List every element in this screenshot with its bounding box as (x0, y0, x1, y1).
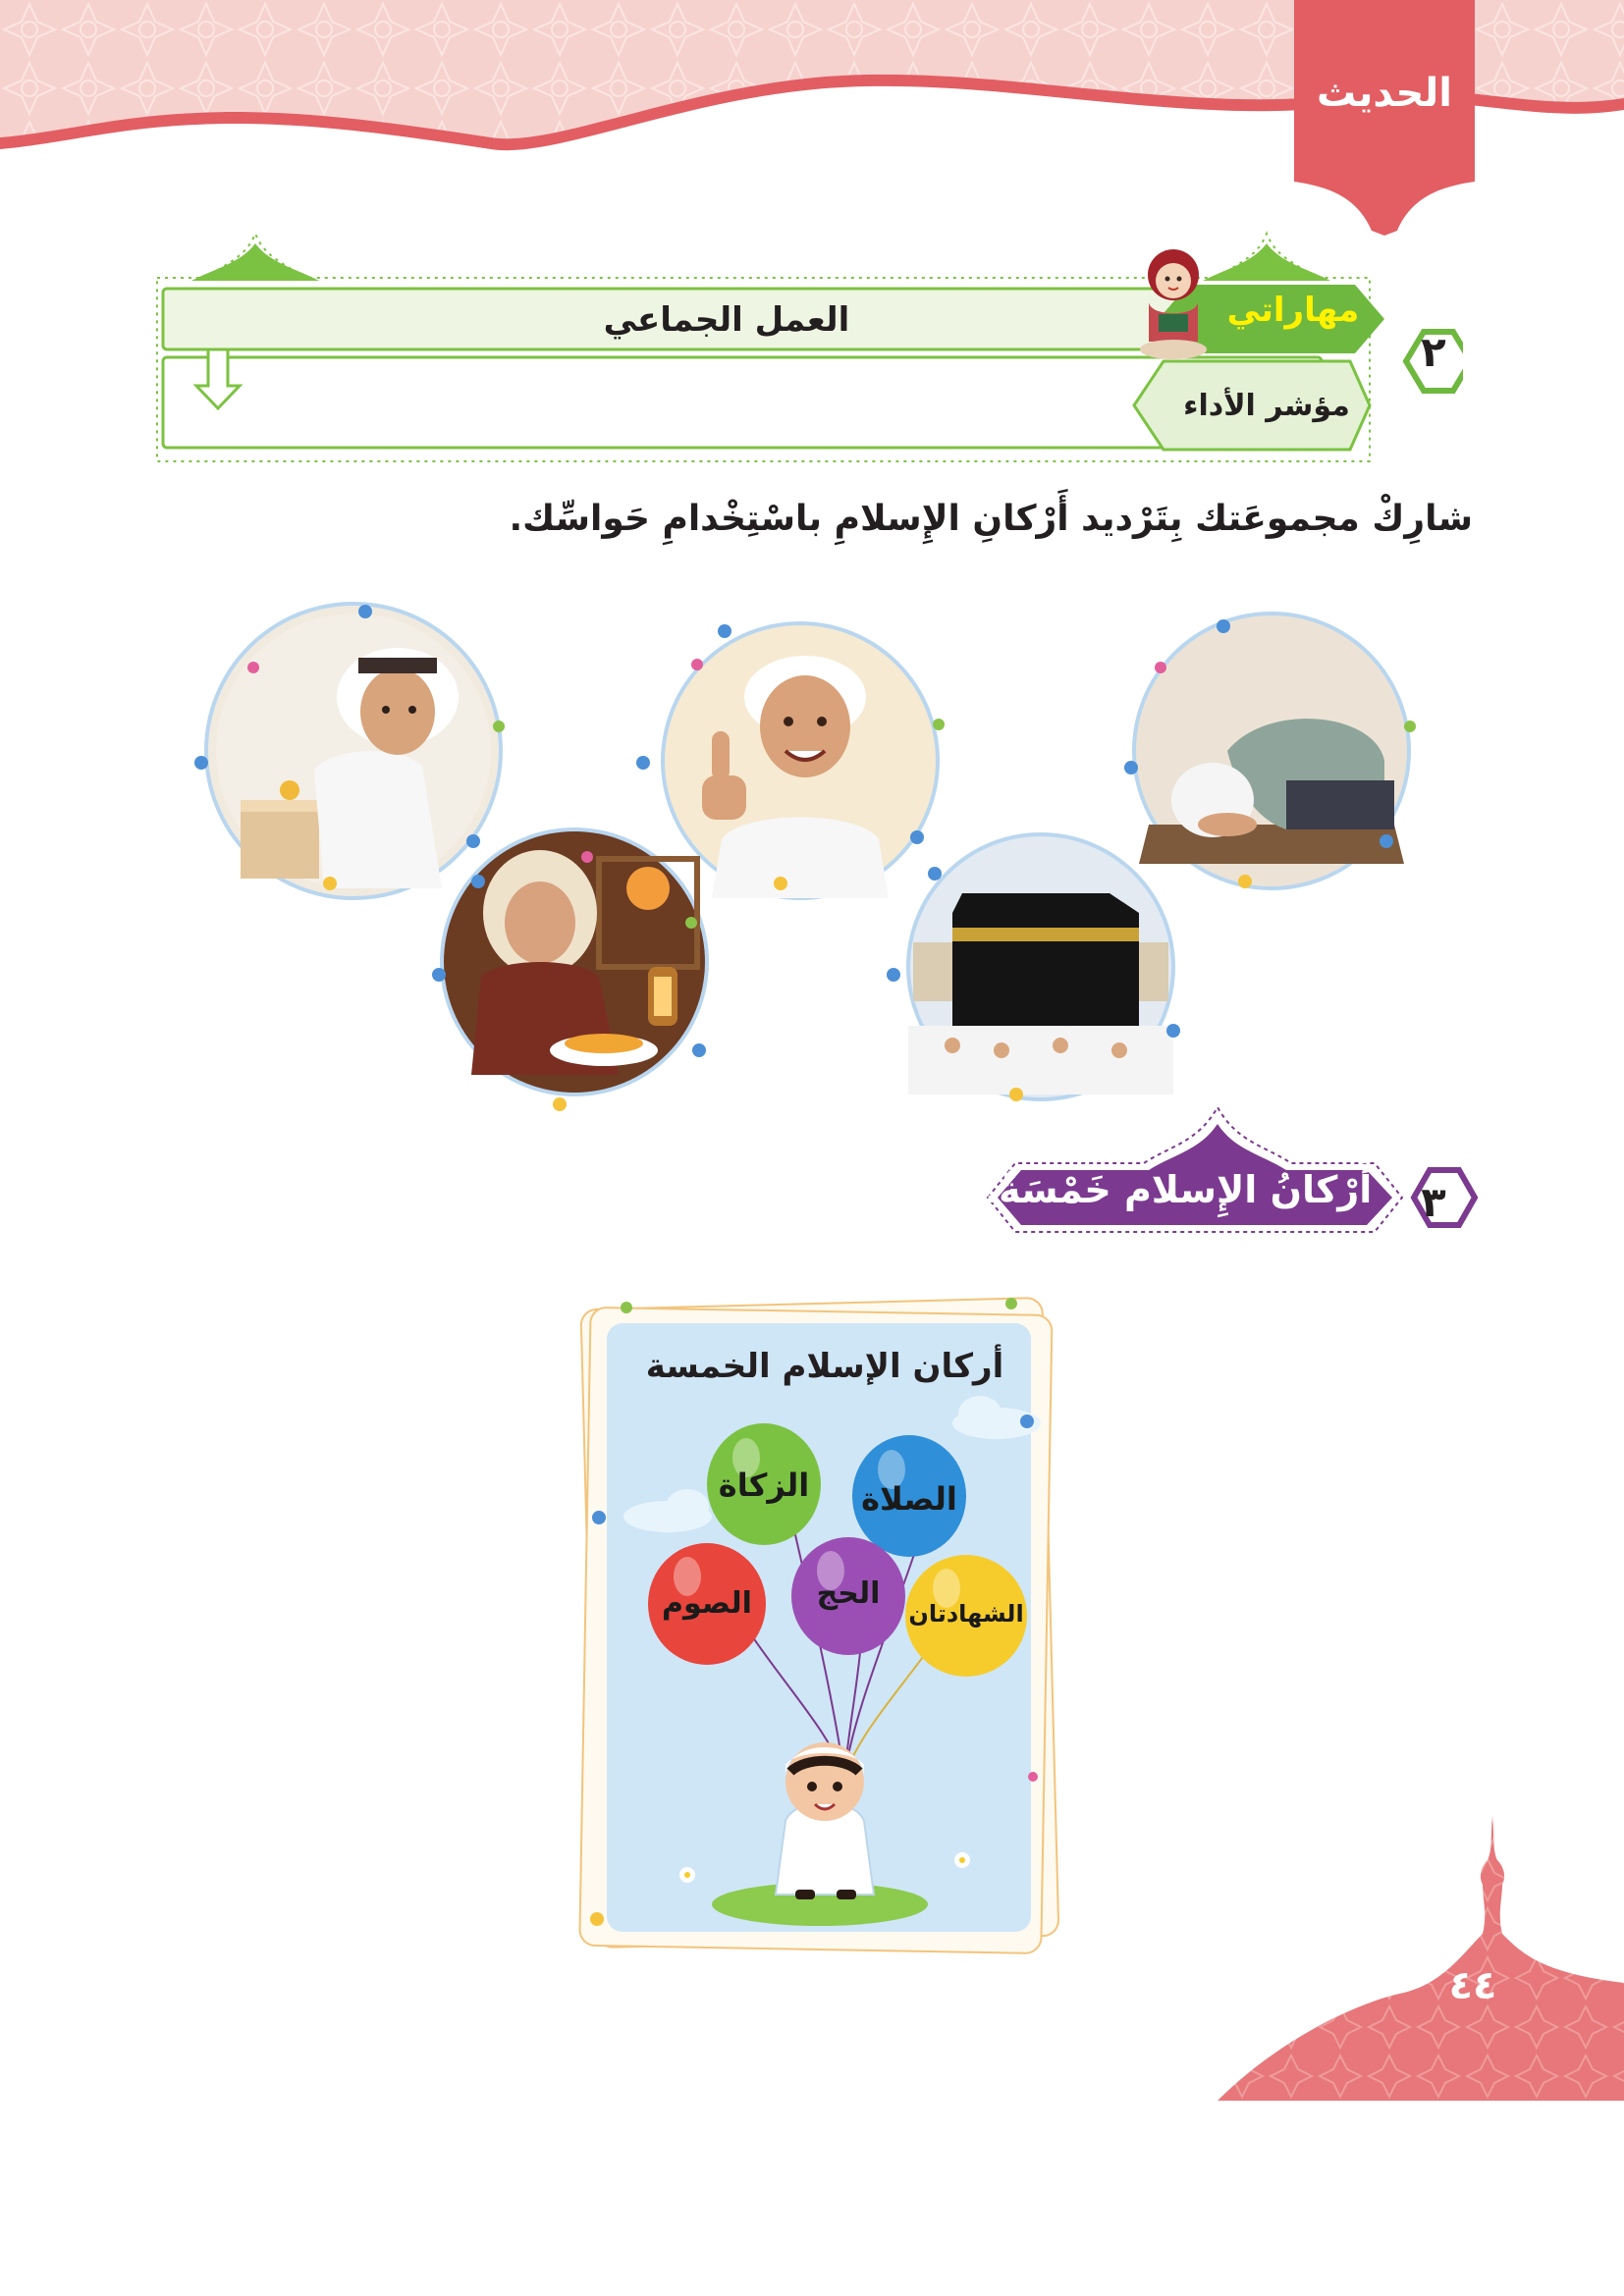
balloon-label-shahadatan: الشهادتان (908, 1600, 1024, 1628)
activity-title: العمل الجماعي (603, 300, 850, 340)
instruction-text: شارِكْ مجموعَتك بِتَرْديد أَرْكانِ الإِسلامِ باسْتِخْدامِ حَواسِّك. (509, 499, 1473, 539)
section-number: ٢ (1421, 328, 1446, 376)
section3-title: أَرْكانُ الإِسلام خَمْسَةٌ. (984, 1168, 1373, 1211)
boy-with-balloons-icon (776, 1742, 874, 1899)
poster-title: أركان الإسلام الخمسة (645, 1347, 1004, 1386)
page-number: ٤٤ (1448, 1963, 1497, 2008)
balloon-label-sawm: الصوم (662, 1586, 752, 1621)
skills-label: مهاراتي (1226, 291, 1360, 330)
balloon-label-zakat: الزكاة (718, 1467, 810, 1504)
balloon-label-hajj: الحج (816, 1576, 881, 1611)
section-number: ٣ (1421, 1178, 1446, 1226)
subject-title: الحديث (1316, 71, 1453, 116)
balloons-group (589, 1423, 1060, 1698)
balloon-label-salah: الصلاة (861, 1480, 957, 1518)
footer-dome-ornament (1218, 1806, 1624, 2101)
performance-indicator-label: مؤشر الأداء (1183, 389, 1350, 423)
